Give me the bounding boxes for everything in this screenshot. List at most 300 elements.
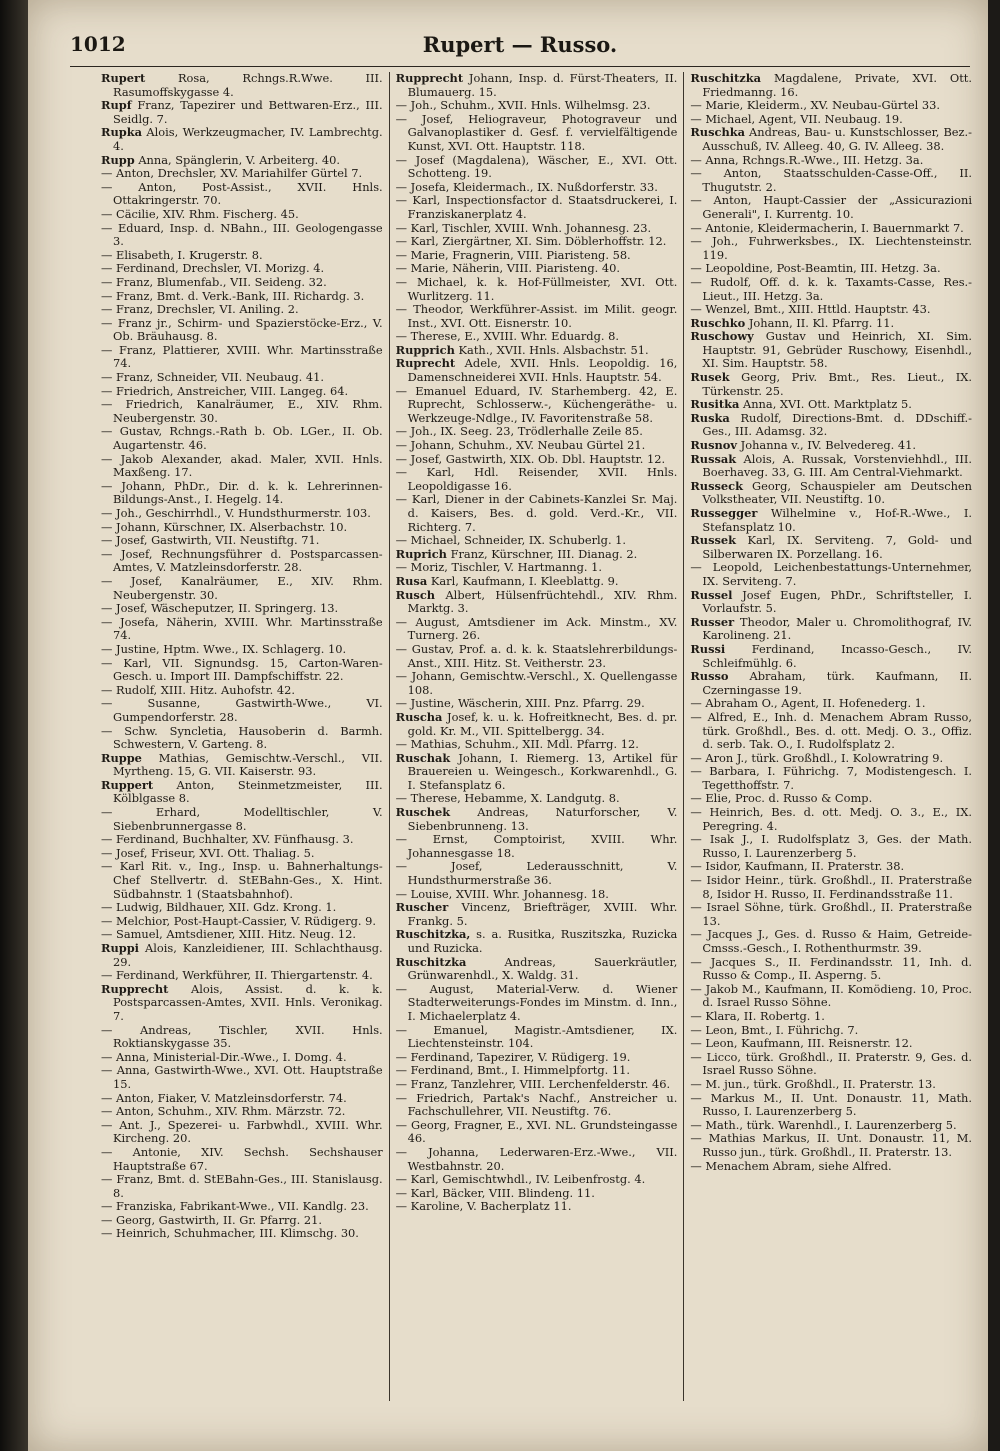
directory-entry bbox=[690, 1090, 973, 1119]
entry-details: — Franz, Drechsler, VI. Aniling. 2. bbox=[101, 302, 299, 317]
entry-details: — Anton, Post-Assist., XVII. Hnls. Ottakringerstr. 70. bbox=[101, 179, 383, 208]
entry-surname: Russo bbox=[690, 669, 729, 684]
directory-entry bbox=[690, 478, 973, 507]
directory-entry bbox=[690, 832, 973, 860]
entry-details: — Melchior, Post-Haupt-Cassier, V. Rüdigerg. 9. bbox=[101, 913, 377, 928]
entry-surname: Rupprecht bbox=[101, 981, 169, 996]
entry-details: Georg, Schauspieler am Deutschen Volkstheater, VII. Neustiftg. 10. bbox=[702, 478, 973, 507]
directory-entry bbox=[101, 832, 383, 847]
entry-details: — Friedrich, Partak's Nachf., Anstreicher u. Fachschullehrer, VII. Neustiftg. 76. bbox=[395, 1090, 678, 1119]
directory-entry bbox=[101, 342, 383, 371]
entry-details: — Schw. Syncletia, Hausoberin d. Barmh. Schwestern, V. Garteng. 8. bbox=[101, 723, 383, 752]
entry-details: — Karl, Tischler, XVIII. Wnh. Johannesg. 23. bbox=[395, 220, 652, 235]
directory-entry bbox=[690, 111, 972, 127]
directory-entry bbox=[101, 1049, 383, 1065]
entry-details: s. a. Rusitka, Ruszitszka, Ruzicka und Ruzicka. bbox=[407, 927, 678, 955]
entry-details: — Therese, Hebamme, X. Landgutg. 8. bbox=[395, 791, 620, 806]
directory-entry bbox=[101, 941, 383, 969]
directory-entry bbox=[101, 546, 383, 575]
entry-details: — Justine, Wäscherin, XIII. Pnz. Pfarrg. 29. bbox=[395, 696, 645, 711]
entry-surname: Rusa bbox=[395, 573, 428, 588]
entry-details: — Anna, Rchngs.R.-Wwe., III. Hetzg. 3a. bbox=[690, 152, 924, 167]
entry-details: Johanna v., IV. Belvedereg. 41. bbox=[740, 438, 916, 453]
entry-details: — Licco, türk. Großhdl., II. Praterstr. 9, Ges. d. Israel Russo Söhne. bbox=[690, 1049, 973, 1078]
entry-details: — Gustav, Rchngs.-Rath b. Ob. LGer., II. Ob. Augartenstr. 46. bbox=[101, 424, 383, 453]
directory-entry bbox=[101, 519, 383, 535]
entry-details: — Jacques S., II. Ferdinandsstr. 11, Inh. d. Russo & Comp., II. Asperng. 5. bbox=[690, 954, 973, 983]
entry-details: Alois, Werkzeugmacher, IV. Lambrechtg. 4. bbox=[113, 125, 383, 153]
entry-details: — Abraham O., Agent, II. Hofenederg. 1. bbox=[690, 696, 926, 711]
entry-details: — Josefa, Näherin, XVIII. Whr. Martinsstraße 74. bbox=[101, 614, 383, 643]
entry-details: — Josef, Kanalräumer, E., XIV. Rhm. Neubergenstr. 30. bbox=[101, 573, 383, 602]
entry-details: — Anton, Drechsler, XV. Mariahilfer Gürtel 7. bbox=[101, 166, 363, 181]
entry-details: — Johann, Kürschner, IX. Alserbachstr. 10. bbox=[101, 519, 348, 534]
entry-details: — Wenzel, Bmt., XIII. Httld. Hauptstr. 43. bbox=[690, 302, 931, 317]
entry-details: — Franz jr., Schirm- und Spazierstöcke-Erz., V. Ob. Bräuhausg. 8. bbox=[101, 315, 383, 344]
entry-details: — Samuel, Amtsdiener, XIII. Hitz. Neug. 12. bbox=[101, 927, 356, 942]
directory-entry bbox=[395, 1022, 678, 1051]
entry-details: Anton, Steinmetzmeister, III. Kölblgasse 8. bbox=[113, 777, 383, 806]
entry-details: — Theodor, Werkführer-Assist. im Milit. geogr. Inst., XVI. Ott. Eisnerstr. 10. bbox=[395, 302, 678, 330]
entry-details: — Georg, Gastwirth, II. Gr. Pfarrg. 21. bbox=[101, 1212, 322, 1227]
directory-entry bbox=[101, 152, 383, 168]
entry-details: — Anton, Fiaker, V. Matzleinsdorferstr. 74. bbox=[101, 1090, 347, 1105]
directory-entry bbox=[690, 614, 973, 643]
directory-entry bbox=[395, 805, 678, 833]
directory-entry bbox=[395, 342, 678, 358]
directory-entry bbox=[690, 370, 973, 398]
entry-details: — Elie, Proc. d. Russo & Comp. bbox=[690, 791, 873, 806]
directory-entry bbox=[395, 492, 678, 534]
entry-details: — Erhard, Modelltischler, V. Siebenbrunnergasse 8. bbox=[101, 805, 383, 833]
directory-entry bbox=[395, 927, 678, 955]
directory-entry bbox=[395, 247, 678, 263]
directory-entry bbox=[101, 777, 383, 806]
directory-entry bbox=[395, 1172, 678, 1187]
directory-entry bbox=[395, 573, 678, 589]
entry-details: Johann, I. Riemerg. 13, Artikel für Brauereien u. Weingesch., Korkwarenhdl., G. I. Stefansplatz 6. bbox=[407, 750, 678, 792]
entry-details: — Alfred, E., Inh. d. Menachem Abram Russo, türk. Großhdl., Bes. d. ott. Medj. O. 3., Offiz. d. serb. Tak. O., I. Rudolfsplatz 2. bbox=[690, 709, 973, 752]
entry-surname: Ruschko bbox=[690, 315, 746, 330]
entry-surname: Ruscher bbox=[395, 900, 449, 915]
entry-surname: Ruschak bbox=[395, 750, 451, 765]
entry-details: — Heinrich, Bes. d. ott. Medj. O. 3., E., IX. Peregring. 4. bbox=[690, 805, 973, 833]
directory-entry bbox=[690, 900, 973, 928]
entry-details: Rudolf, Directions-Bmt. d. DDschiff.-Ges., III. Adamsg. 32. bbox=[702, 410, 973, 439]
directory-entry bbox=[395, 261, 678, 276]
entry-details: — Josef, Heliograveur, Photograveur und Galvanoplastiker d. Gesf. f. vervielfältigende Kunst, XVI. Ott. Hauptstr. 118. bbox=[395, 111, 678, 153]
entry-details: — Menachem Abram, siehe Alfred. bbox=[690, 1158, 892, 1173]
entry-details: — Josef, Wäscheputzer, II. Springerg. 13. bbox=[101, 601, 339, 616]
entry-details: — Leopold, Leichenbestattungs-Unternehmer, IX. Serviteng. 7. bbox=[690, 560, 973, 588]
column-3 bbox=[683, 72, 978, 1401]
directory-entry bbox=[690, 302, 972, 317]
directory-entry bbox=[101, 451, 383, 480]
entry-surname: Ruscha bbox=[395, 709, 443, 724]
directory-entry bbox=[690, 72, 973, 99]
entry-surname: Ruschitzka, bbox=[395, 927, 471, 942]
directory-entry bbox=[101, 750, 383, 779]
directory-entry bbox=[101, 723, 383, 752]
directory-entry bbox=[395, 1185, 678, 1201]
entry-details: Andreas, Naturforscher, V. Siebenbrunneng. 13. bbox=[407, 805, 678, 833]
directory-entry bbox=[101, 220, 383, 249]
entry-details: — Anton, Schuhm., XIV. Rhm. Märzstr. 72. bbox=[101, 1104, 346, 1119]
directory-entry bbox=[101, 981, 383, 1024]
entry-details: — Aron J., türk. Großhdl., I. Kolowratring 9. bbox=[690, 750, 944, 765]
directory-entry bbox=[101, 1172, 383, 1200]
directory-entry bbox=[395, 560, 678, 575]
directory-entry bbox=[101, 166, 383, 181]
entry-details: — Anna, Gastwirth-Wwe., XVI. Ott. Hauptstraße 15. bbox=[101, 1063, 383, 1091]
entry-details: — Franziska, Fabrikant-Wwe., VII. Kandlg. 23. bbox=[101, 1199, 369, 1214]
entry-details: — Josef, Gastwirth, XIX. Ob. Dbl. Hauptstr. 12. bbox=[395, 451, 666, 466]
entry-details: — Emanuel Eduard, IV. Starhemberg. 42, E. Ruprecht, Schlosserw.-, Küchengeräthe- u. Werkzeuge-Ndlge., IV. Favoritenstraße 58. bbox=[395, 383, 678, 425]
book-gutter bbox=[0, 0, 28, 1451]
entry-details: — Leopoldine, Post-Beamtin, III. Hetzg. 3a. bbox=[690, 261, 941, 276]
entry-details: — Antonie, XIV. Sechsh. Sechshauser Hauptstraße 67. bbox=[101, 1144, 383, 1173]
directory-entry bbox=[395, 750, 678, 793]
directory-entry bbox=[690, 1131, 973, 1159]
directory-entry bbox=[395, 1144, 678, 1173]
entry-surname: Ruppe bbox=[101, 750, 142, 765]
entry-details: — Franz, Plattierer, XVIII. Whr. Martinsstraße 74. bbox=[101, 342, 383, 371]
entry-details: — Jakob Alexander, akad. Maler, XVII. Hnls. Maxßeng. 17. bbox=[101, 451, 383, 480]
page-number: 1012 bbox=[70, 32, 126, 56]
directory-entry bbox=[395, 546, 678, 562]
entry-details: — Heinrich, Schuhmacher, III. Klimschg. 30. bbox=[101, 1226, 359, 1241]
entry-details: — Susanne, Gastwirth-Wwe., VI. Gumpendorferstr. 28. bbox=[101, 696, 383, 724]
directory-entry bbox=[395, 669, 678, 697]
entry-surname: Russegger bbox=[690, 506, 758, 520]
entry-surname: Ruschka bbox=[690, 125, 745, 140]
column-1 bbox=[95, 72, 389, 1401]
directory-entry bbox=[690, 125, 973, 153]
entry-details: — Karl, Diener in der Cabinets-Kanzlei Sr. Maj. d. Kaisers, Bes. d. gold. Verd.-Kr., VII. Richterg. 7. bbox=[395, 492, 678, 534]
directory-entry bbox=[690, 193, 973, 221]
entry-details: Franz, Tapezirer und Bettwaren-Erz., III. Seidlg. 7. bbox=[113, 98, 383, 126]
entry-details: — Barbara, I. Führichg. 7, Modistengesch. I. Tegetthoffstr. 7. bbox=[690, 764, 973, 792]
entry-details: — Moriz, Tischler, V. Hartmanng. 1. bbox=[395, 560, 603, 575]
directory-entry bbox=[395, 98, 678, 113]
directory-entry bbox=[101, 72, 383, 99]
entry-details: — Justine, Hptm. Wwe., IX. Schlagerg. 10. bbox=[101, 641, 347, 656]
entry-surname: Russak bbox=[690, 451, 737, 466]
entry-details: — Johanna, Lederwaren-Erz.-Wwe., VII. Westbahnstr. 20. bbox=[395, 1144, 678, 1173]
directory-entry bbox=[690, 220, 972, 236]
directory-entry bbox=[395, 356, 678, 385]
entry-details: — Ferdinand, Tapezirer, V. Rüdigerg. 19. bbox=[395, 1049, 631, 1064]
entry-surname: Ruschek bbox=[395, 805, 451, 820]
entry-details: — Mathias, Schuhm., XII. Mdl. Pfarrg. 12. bbox=[395, 737, 639, 752]
directory-entry bbox=[395, 1076, 678, 1092]
entry-details: Alois, Assist. d. k. k. Postsparcassen-Amtes, XVII. Hnls. Veronikag. 7. bbox=[113, 981, 383, 1023]
entry-details: — Gustav, Prof. a. d. k. k. Staatslehrerbildungs-Anst., XIII. Hitz. St. Veitherstr. 23. bbox=[395, 641, 678, 670]
directory-entry bbox=[395, 111, 678, 154]
entry-details: — Josef, Lederausschnitt, V. Hundsthurmerstraße 36. bbox=[395, 859, 678, 888]
entry-details: — August, Amtsdiener im Ack. Minstm., XV. Turnerg. 26. bbox=[395, 614, 678, 643]
directory-entry bbox=[101, 573, 383, 602]
entry-details: — Ferdinand, Bmt., I. Himmelpfortg. 11. bbox=[395, 1063, 631, 1078]
directory-entry bbox=[395, 424, 678, 439]
entry-details: — Franz, Schneider, VII. Neubaug. 41. bbox=[101, 370, 325, 385]
directory-entry bbox=[395, 954, 678, 983]
entry-details: — Emanuel, Magistr.-Amtsdiener, IX. Liechtensteinstr. 104. bbox=[395, 1022, 678, 1051]
directory-entry bbox=[101, 179, 383, 208]
entry-details: — Johann, PhDr., Dir. d. k. k. Lehrerinnen-Bildungs-Anst., I. Hegelg. 14. bbox=[101, 478, 383, 507]
entry-details: — Mathias Markus, II. Unt. Donaustr. 11, M. Russo jun., türk. Großhdl., II. Praterstr. 13. bbox=[690, 1131, 973, 1159]
directory-entry bbox=[690, 1049, 973, 1078]
entry-details: Adele, XVII. Hnls. Leopoldig. 16, Damenschneiderei XVII. Hnls. Hauptstr. 54. bbox=[407, 356, 678, 385]
directory-entry bbox=[690, 669, 973, 697]
directory-entry bbox=[690, 927, 973, 955]
entry-details: Johann, Insp. d. Fürst-Theaters, II. Blumauerg. 15. bbox=[407, 72, 678, 99]
entry-surname: Ruppi bbox=[101, 941, 140, 955]
entry-details: Rosa, Rchngs.R.Wwe. III. Rasumoffskygasse 4. bbox=[113, 72, 383, 99]
directory-entry bbox=[690, 805, 973, 833]
directory-entry bbox=[101, 913, 383, 929]
entry-details: — Ferdinand, Drechsler, VI. Morizg. 4. bbox=[101, 261, 325, 276]
entry-details: Karl, Kaufmann, I. Kleeblattg. 9. bbox=[430, 573, 619, 588]
entry-details: — Josef, Rechnungsführer d. Postsparcassen-Amtes, V. Matzleinsdorferstr. 28. bbox=[101, 546, 383, 575]
entry-surname: Rusnov bbox=[690, 438, 738, 453]
directory-entry bbox=[690, 261, 972, 276]
directory-entry bbox=[101, 206, 383, 222]
entry-details: — Anton, Staatsschulden-Casse-Off., II. Thugutstr. 2. bbox=[690, 166, 973, 194]
directory-entry bbox=[690, 1076, 972, 1092]
directory-entry bbox=[101, 98, 383, 126]
directory-entry bbox=[101, 1063, 383, 1091]
directory-entry bbox=[690, 859, 972, 874]
directory-entry bbox=[690, 410, 973, 439]
directory-entry bbox=[690, 709, 973, 752]
directory-entry bbox=[101, 315, 383, 344]
entry-details: — Markus M., II. Unt. Donaustr. 11, Math. Russo, I. Laurenzerberg 5. bbox=[690, 1090, 973, 1119]
entry-details: — Leon, Kaufmann, III. Reisnerstr. 12. bbox=[690, 1036, 913, 1051]
entry-details: — Louise, XVIII. Whr. Johannesg. 18. bbox=[395, 886, 609, 901]
entry-details: Ferdinand, Incasso-Gesch., IV. Schleifmühlg. 6. bbox=[702, 641, 973, 670]
directory-entry bbox=[395, 193, 678, 221]
entry-surname: Ruschitzka bbox=[395, 954, 467, 969]
directory-entry bbox=[690, 641, 973, 670]
directory-entry bbox=[395, 614, 678, 643]
directory-entry bbox=[395, 900, 678, 928]
directory-entry bbox=[395, 859, 678, 888]
entry-surname: Rupert bbox=[101, 72, 146, 85]
entry-details: — Karl Rit. v., Ing., Insp. u. Bahnerhaltungs-Chef Stellvertr. d. StEBahn-Ges., X. Hint. Südbahnstr. 1 (Staatsbahnhof). bbox=[101, 859, 383, 901]
directory-entry bbox=[690, 1036, 972, 1051]
entry-details: — Karoline, V. Bacherplatz 11. bbox=[395, 1199, 572, 1214]
entry-surname: Rupka bbox=[101, 125, 142, 140]
directory-entry bbox=[690, 1117, 972, 1133]
directory-entry bbox=[101, 247, 383, 263]
entry-details: — Josef, Friseur, XVI. Ott. Thaliag. 5. bbox=[101, 845, 315, 860]
entry-details: — Ernst, Comptoirist, XVIII. Whr. Johannesgasse 18. bbox=[395, 832, 678, 860]
page-header bbox=[70, 30, 970, 67]
entry-details: — Joh., Fuhrwerksbes., IX. Liechtensteinstr. 119. bbox=[690, 234, 973, 262]
entry-surname: Ruska bbox=[690, 410, 730, 425]
directory-entry bbox=[101, 302, 383, 317]
directory-entry bbox=[395, 737, 678, 752]
directory-entry bbox=[690, 397, 972, 412]
entry-details: Andreas, Bau- u. Kunstschlosser, Bez.-Ausschuß, IV. Alleeg. 40, G. IV. Alleeg. 38. bbox=[702, 125, 973, 153]
directory-entry bbox=[690, 315, 972, 331]
entry-details: — Karl, Ziergärtner, XI. Sim. Döblerhoffstr. 12. bbox=[395, 234, 667, 249]
entry-details: — Joh., Geschirrhdl., V. Hundsthurmerstr. 103. bbox=[101, 506, 371, 520]
entry-surname: Ruprich bbox=[395, 546, 447, 561]
directory-entry bbox=[395, 152, 678, 181]
entry-details: — Ferdinand, Buchhalter, XV. Fünfhausg. 3. bbox=[101, 832, 354, 847]
directory-entry bbox=[395, 438, 678, 453]
directory-entry bbox=[101, 845, 383, 861]
directory-entry bbox=[395, 641, 678, 670]
directory-entry bbox=[395, 587, 678, 616]
directory-entry bbox=[101, 900, 383, 915]
directory-entry bbox=[101, 1212, 383, 1228]
entry-details: Albert, Hülsenfrüchtehdl., XIV. Rhm. Marktg. 3. bbox=[407, 587, 678, 616]
directory-entry bbox=[690, 587, 973, 616]
directory-entry bbox=[101, 288, 383, 304]
entry-surname: Rusek bbox=[690, 370, 730, 385]
directory-entry bbox=[690, 329, 973, 371]
entry-details: — August, Material-Verw. d. Wiener Stadterweiterungs-Fondes im Minstm. d. Inn., I. Michaelerplatz 4. bbox=[395, 981, 678, 1023]
directory-entry bbox=[395, 451, 678, 467]
entry-details: — Antonie, Kleidermacherin, I. Bauernmarkt 7. bbox=[690, 220, 964, 235]
directory-entry bbox=[690, 166, 973, 194]
directory-entry bbox=[395, 981, 678, 1024]
entry-details: — Andreas, Tischler, XVII. Hnls. Roktianskygasse 35. bbox=[101, 1022, 383, 1051]
entry-details: — Josefa, Kleidermach., IX. Nußdorferstr. 33. bbox=[395, 179, 658, 194]
entry-details: — Friedrich, Kanalräumer, E., XIV. Rhm. Neubergenstr. 30. bbox=[101, 397, 383, 425]
entry-details: Georg, Priv. Bmt., Res. Lieut., IX. Türkenstr. 25. bbox=[702, 370, 973, 398]
entry-details: Alois, Kanzleidiener, III. Schlachthausg. 29. bbox=[113, 941, 383, 969]
entry-details: — Jakob M., Kaufmann, II. Komödieng. 10, Proc. d. Israel Russo Söhne. bbox=[690, 981, 973, 1010]
entry-details: — Michael, k. k. Hof-Füllmeister, XVI. Ott. Wurlitzerg. 11. bbox=[395, 274, 678, 303]
entry-surname: Rusch bbox=[395, 587, 436, 602]
directory-entry bbox=[101, 506, 383, 521]
entry-details: — Israel Söhne, türk. Großhdl., II. Praterstraße 13. bbox=[690, 900, 973, 928]
entry-details: — Isak J., I. Rudolfsplatz 3, Ges. der Math. Russo, I. Laurenzerberg 5. bbox=[690, 832, 973, 860]
directory-entry bbox=[101, 1199, 383, 1214]
entry-details: Karl, IX. Serviteng. 7, Gold- und Silberwaren IX. Porzellang. 16. bbox=[702, 533, 973, 561]
entry-details: — Rudolf, Off. d. k. k. Taxamts-Casse, Res.-Lieut., III. Hetzg. 3a. bbox=[690, 274, 973, 303]
directory-entry bbox=[395, 274, 678, 303]
entry-details: — Therese, E., XVIII. Whr. Eduardg. 8. bbox=[395, 329, 619, 344]
entry-details: Josef, k. u. k. Hofreitknecht, Bes. d. pr. gold. Kr. M., VII. Spittelbergg. 34. bbox=[407, 709, 678, 738]
directory-entry bbox=[690, 696, 972, 711]
directory-entry bbox=[395, 220, 678, 236]
directory-entry bbox=[395, 234, 678, 249]
directory-entry bbox=[690, 152, 972, 168]
entry-details: Theodor, Maler u. Chromolithograf, IV. Karolineng. 21. bbox=[702, 614, 973, 643]
directory-entry bbox=[101, 614, 383, 643]
entry-surname: Rupp bbox=[101, 152, 135, 167]
directory-entry bbox=[395, 709, 678, 738]
entry-surname: Rusitka bbox=[690, 397, 740, 412]
directory-entry bbox=[101, 641, 383, 657]
entry-details: — Marie, Fragnerin, VIII. Piaristeng. 58. bbox=[395, 247, 631, 262]
entry-details: — Jacques J., Ges. d. Russo & Haim, Getreide-Cmsss.-Gesch., I. Rothenthurmstr. 39. bbox=[690, 927, 973, 955]
entry-details: Mathias, Gemischtw.-Verschl., VII. Myrtheng. 15, G. VII. Kaiserstr. 93. bbox=[113, 750, 383, 779]
entry-details: — Klara, II. Robertg. 1. bbox=[690, 1008, 825, 1023]
entry-details: Andreas, Sauerkräutler, Grünwarenhdl., X. Waldg. 31. bbox=[407, 954, 678, 983]
directory-entry bbox=[690, 506, 973, 534]
directory-entry bbox=[395, 832, 678, 860]
directory-entry bbox=[690, 764, 973, 792]
entry-details: — Michael, Agent, VII. Neubaug. 19. bbox=[690, 111, 903, 126]
entry-details: — Joh., Schuhm., XVII. Hnls. Wilhelmsg. 23. bbox=[395, 98, 651, 113]
entry-surname: Ruschowy bbox=[690, 329, 754, 344]
directory-entry bbox=[101, 968, 383, 983]
entry-details: — Karl, VII. Signundsg. 15, Carton-Waren-Gesch. u. Import III. Dampfschiffstr. 22. bbox=[101, 655, 383, 684]
entry-details: — Johann, Schuhm., XV. Neubau Gürtel 21. bbox=[395, 438, 646, 453]
entry-details: — Friedrich, Anstreicher, VIII. Langeg. 64. bbox=[101, 383, 349, 398]
entry-details: Alois, A. Russak, Vorstenviehhdl., III. Boerhaveg. 33, G. III. Am Central-Viehmarkt. bbox=[702, 451, 973, 480]
directory-entry bbox=[395, 302, 678, 330]
directory-entry bbox=[690, 1158, 972, 1174]
entry-surname: Ruschitzka bbox=[690, 72, 762, 85]
entry-details: — Rudolf, XIII. Hitz. Auhofstr. 42. bbox=[101, 682, 295, 697]
entry-details: — Franz, Bmt. d. Verk.-Bank, III. Richardg. 3. bbox=[101, 288, 365, 303]
directory-entry bbox=[101, 1022, 383, 1051]
directory-entry bbox=[101, 1226, 383, 1241]
entry-details: Magdalene, Private, XVI. Ott. Friedmanng. 16. bbox=[702, 72, 973, 99]
directory-entry bbox=[690, 451, 973, 480]
entry-details: — Ant. J., Spezerei- u. Farbwhdl., XVIII. Whr. Kircheng. 20. bbox=[101, 1117, 383, 1146]
entry-details: Josef Eugen, PhDr., Schriftsteller, I. Vorlaufstr. 5. bbox=[702, 587, 973, 616]
directory-entry bbox=[690, 1008, 972, 1024]
entry-details: — M. jun., türk. Großhdl., II. Praterstr. 13. bbox=[690, 1076, 936, 1091]
directory-entry bbox=[690, 791, 972, 806]
column-2 bbox=[389, 72, 684, 1401]
entry-details: — Eduard, Insp. d. NBahn., III. Geologengasse 3. bbox=[101, 220, 383, 249]
entry-details: — Karl, Hdl. Reisender, XVII. Hnls. Leopoldigasse 16. bbox=[395, 465, 678, 493]
entry-details: — Johann, Gemischtw.-Verschl., X. Quellengasse 108. bbox=[395, 669, 678, 697]
entry-details: Anna, XVI. Ott. Marktplatz 5. bbox=[743, 397, 912, 412]
directory-entry bbox=[690, 954, 973, 983]
entry-details: — Michael, Schneider, IX. Schuberlg. 1. bbox=[395, 533, 627, 548]
entry-details: Anna, Spänglerin, V. Arbeiterg. 40. bbox=[138, 152, 341, 167]
entry-surname: Ruprecht bbox=[395, 356, 456, 371]
directory-entry bbox=[101, 1090, 383, 1106]
entry-surname: Russeck bbox=[690, 478, 743, 493]
directory-entry bbox=[395, 383, 678, 426]
entry-details: Franz, Kürschner, III. Dianag. 2. bbox=[450, 546, 638, 561]
entry-surname: Russer bbox=[690, 614, 735, 629]
entry-surname: Rupprich bbox=[395, 342, 455, 357]
directory-entry bbox=[101, 478, 383, 507]
directory-entry bbox=[101, 533, 383, 548]
entry-surname: Russek bbox=[690, 533, 737, 548]
directory-entry bbox=[690, 560, 973, 588]
directory-entry bbox=[101, 927, 383, 942]
directory-entry bbox=[101, 1144, 383, 1173]
directory-entry bbox=[395, 329, 678, 344]
directory-entry bbox=[101, 397, 383, 425]
entry-details: Kath., XVII. Hnls. Alsbachstr. 51. bbox=[458, 342, 649, 357]
entry-details: Vincenz, Briefträger, XVIII. Whr. Frankg. 5. bbox=[407, 900, 678, 928]
directory-entry bbox=[690, 98, 972, 113]
entry-details: — Anna, Ministerial-Dir.-Wwe., I. Domg. 4. bbox=[101, 1049, 347, 1064]
directory-entry bbox=[101, 655, 383, 684]
directory-entry bbox=[101, 1104, 383, 1119]
entry-details: — Elisabeth, I. Krugerstr. 8. bbox=[101, 247, 263, 262]
entry-details: — Math., türk. Warenhdl., I. Laurenzerberg 5. bbox=[690, 1117, 957, 1132]
directory-entry bbox=[395, 696, 678, 711]
directory-entry bbox=[101, 682, 383, 698]
entry-surname: Rupprecht bbox=[395, 72, 464, 85]
directory-entry bbox=[690, 533, 973, 561]
